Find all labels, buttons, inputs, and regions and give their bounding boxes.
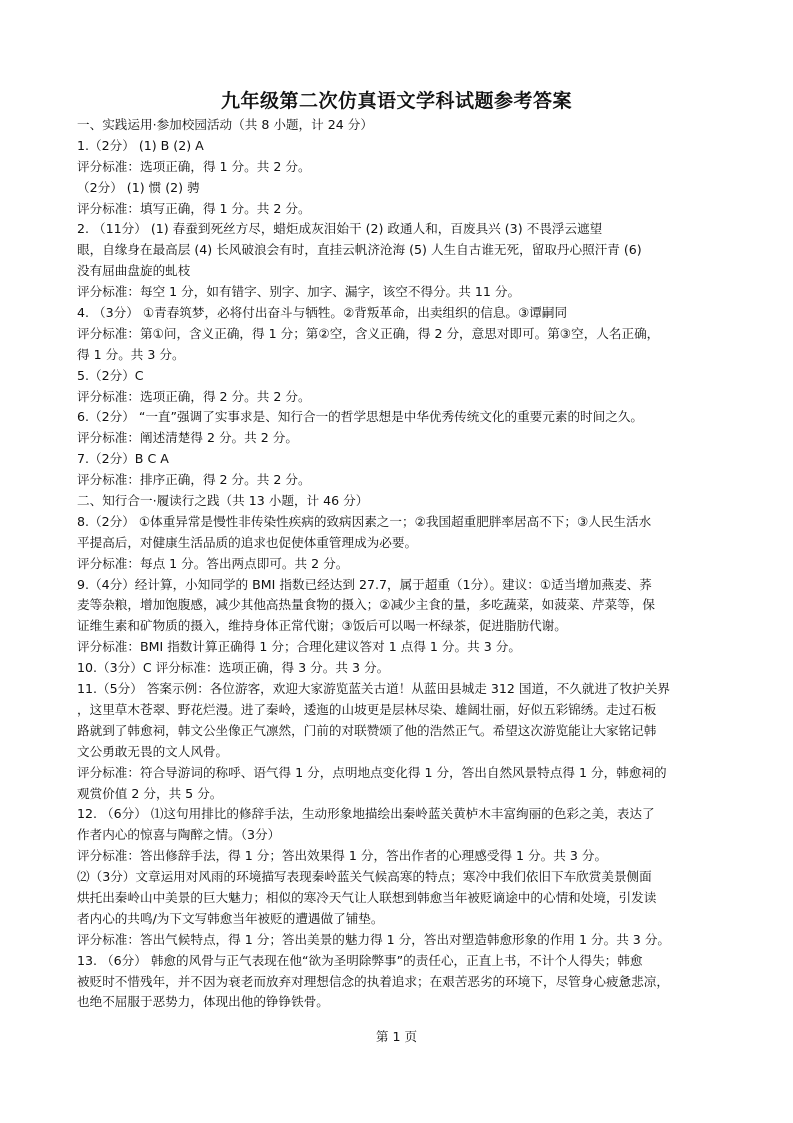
- answer-line: ⑵（3分）文章运用对风雨的环境描写表现秦岭蓝关气候高寒的特点；寒冷中我们依旧下车欣赏美景侧面: [77, 869, 652, 885]
- answer-line: 评分标准：填写正确，得 1 分。共 2 分。: [77, 200, 311, 216]
- answer-line: 评分标准：第①问，含义正确，得 1 分；第②空，含义正确，得 2 分，意思对即可。第③空，人名正确，: [77, 325, 660, 341]
- answer-line: 5.（2分）C: [77, 367, 144, 383]
- page-number: 第 1 页: [375, 1029, 418, 1044]
- answer-line: 评分标准：阐述清楚得 2 分。共 2 分。: [77, 430, 298, 446]
- answer-line: 评分标准：BMI 指数计算正确得 1 分；合理化建议答对 1 点得 1 分。共 3 分。: [77, 639, 521, 655]
- answer-line: 被贬时不惜残年，并不因为衰老而放弃对理想信念的执着追求；在艰苦恶劣的环境下，尽管身心疲惫悲凉，: [77, 973, 669, 989]
- answer-line: 12. （6分） ⑴这句用排比的修辞手法，生动形象地描绘出秦岭蓝关黄栌木丰富绚丽的色彩之美，表达了: [77, 806, 655, 822]
- answer-line: 一、实践运用·参加校园活动（共 8 小题，计 24 分）: [77, 117, 373, 132]
- answer-line: 者内心的共鸣/为下文写韩愈当年被贬的遭遇做了铺垫。: [77, 910, 384, 926]
- answer-line: 2. （11分） (1) 春蚕到死丝方尽，蜡炬成灰泪始干 (2) 政通人和，百废具兴 (3) 不畏浮云遮望: [77, 221, 603, 237]
- answer-line: 11.（5分） 答案示例：各位游客，欢迎大家游览蓝关古道！从蓝田县城走 312 国道，不久就进了牧护关界: [77, 681, 671, 697]
- answer-line: 13. （6分） 韩愈的风骨与正气表现在他“欲为圣明除弊事”的责任心，正直上书，不计个人得失；韩愈: [77, 952, 643, 968]
- answer-line: 没有屈曲盘旋的虬枝: [77, 263, 191, 279]
- answer-line: 眼，自缘身在最高层 (4) 长风破浪会有时，直挂云帆济沧海 (5) 人生自古谁无死，留取丹心照汗青 (6): [77, 242, 642, 258]
- answer-line: 作者内心的惊喜与陶醉之情。（3分）: [77, 827, 281, 843]
- answer-line: 路就到了韩愈祠，韩文公坐像正气凛然，门前的对联赞颂了他的浩然正气。希望这次游览能让大家铭记韩: [77, 722, 657, 738]
- answer-line: 证维生素和矿物质的摄入，维持身体正常代谢；③饭后可以喝一杯绿茶，促进脂肪代谢。: [77, 618, 567, 634]
- answer-line: 文公勇敢无畏的文人风骨。: [77, 743, 229, 759]
- answer-line: 评分标准：每点 1 分。答出两点即可。共 2 分。: [77, 555, 349, 571]
- answer-line: 评分标准：每空 1 分，如有错字、别字、加字、漏字，该空不得分。共 11 分。: [77, 284, 521, 300]
- answer-line: 8.（2分） ①体重异常是慢性非传染性疾病的致病因素之一；②我国超重肥胖率居高不下；③人民生活水: [77, 513, 652, 529]
- answer-line: 评分标准：答出修辞手法，得 1 分；答出效果得 1 分，答出作者的心理感受得 1 分。共 3 分。: [77, 848, 608, 864]
- answer-line: ，这里草木苍翠、野花烂漫。进了秦岭，逶迤的山坡更是层林尽染、雄阔壮丽，好似五彩锦绣。走过石板: [77, 701, 657, 717]
- answer-line: （2分） (1) 惯 (2) 骋: [77, 179, 200, 195]
- answer-line: 观赏价值 2 分，共 5 分。: [77, 785, 223, 801]
- answer-line: 评分标准：排序正确，得 2 分。共 2 分。: [77, 472, 311, 488]
- answer-line: 二、知行合一·履读行之践（共 13 小题，计 46 分）: [77, 493, 369, 509]
- answer-line: 9.（4分）经计算，小知同学的 BMI 指数已经达到 27.7，属于超重（1分）。建议：①适当增加燕麦、荞: [77, 576, 652, 592]
- page-title: 九年级第二次仿真语文学科试题参考答案: [220, 90, 572, 112]
- answer-line: 评分标准：答出气候特点，得 1 分；答出美景的魅力得 1 分，答出对塑造韩愈形象的作用 1 分。共 3 分。: [77, 931, 671, 947]
- answer-line: 评分标准：符合导游词的称呼、语气得 1 分，点明地点变化得 1 分，答出自然风景特点得 1 分，韩愈祠的: [77, 764, 667, 780]
- answer-line: 10.（3分）C 评分标准：选项正确，得 3 分。共 3 分。: [77, 660, 390, 676]
- answer-line: 6.（2分） “一直”强调了实事求是、知行合一的哲学思想是中华优秀传统文化的重要元素的时间之久。: [77, 409, 644, 425]
- answer-line: 麦等杂粮，增加饱腹感，减少其他高热量食物的摄入；②减少主食的量，多吃蔬菜，如菠菜、芹菜等，保: [77, 597, 656, 613]
- answer-line: 也绝不屈服于恶势力，体现出他的铮铮铁骨。: [77, 994, 329, 1010]
- answer-content: [77, 115, 719, 1013]
- answer-line: 评分标准：选项正确，得 2 分。共 2 分。: [77, 388, 311, 404]
- answer-line: 7.（2分）B C A: [77, 451, 169, 467]
- answer-line: 平提高后，对健康生活品质的追求也促使体重管理成为必要。: [77, 534, 418, 550]
- answer-line: 1.（2分） (1) B (2) A: [77, 137, 204, 153]
- answer-line: 烘托出秦岭山中美景的巨大魅力；相似的寒冷天气让人联想到韩愈当年被贬谪途中的心情和处境，引发读: [77, 889, 657, 905]
- answer-line: 评分标准：选项正确，得 1 分。共 2 分。: [77, 158, 311, 174]
- answer-line: 得 1 分。共 3 分。: [77, 346, 185, 362]
- answer-line: 4. （3分） ①青春筑梦，必将付出奋斗与牺牲。②背叛革命，出卖组织的信息。③谭嗣同: [77, 305, 568, 321]
